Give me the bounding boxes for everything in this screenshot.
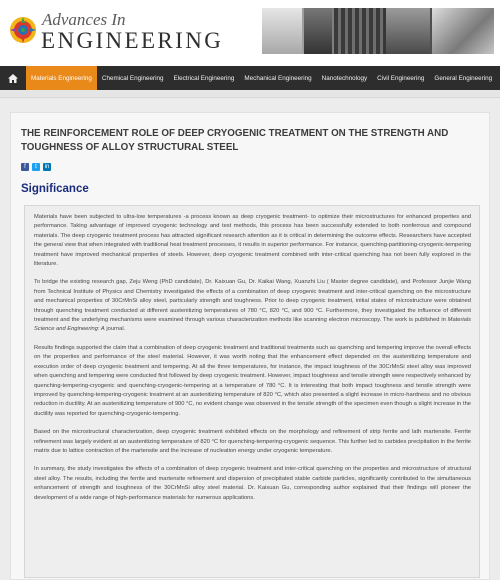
paragraph-1: Materials have been subjected to ultra-low temperatures -a process known as deep cryogenic treatment- to optimize their microstructures for enhanced properties and performance. Taking advantage of improved cryogenic technology and test methods, this process has been successfully extended to both nonferrous and compound materials. The deep cryogenic treatment process has attracted significant research attention as it is critical in determining the outcome effects. Researchers have accepted the general view that when integrated with traditional heat treatment processes, it results in superior performance. For instance, quenching-partitioning-cryogenic-tempering treatment have improved mechanical properties of steels. However, deep cryogenic treatment combined with inter-critical quenching has not been fully explored in the literature. <box>34 214 471 268</box>
paragraph-5: In summary, the study investigates the effects of a combination of deep cryogenic treatment and inter-critical quenching on the properties and microstructure of structural steel alloy. The results, including the ferrite and martensite refinement and dispersion of precipitated stable carbide particles, significantly contributed to the simultaneous enhancement of strength and toughness of the 30CrMnSi alloy steel material. Dr. Kaixuan Gu, corresponding author explained that their findings will pioneer the development of a wide range of high-performance materials for numerous applications. <box>34 466 471 501</box>
linkedin-icon[interactable]: in <box>44 164 50 170</box>
nav-home[interactable] <box>0 66 26 90</box>
section-heading: Significance <box>21 183 89 195</box>
share-buttons <box>21 163 51 171</box>
nav-item-materials-engineering[interactable]: Materials Engineering <box>26 66 97 90</box>
home-icon <box>8 74 18 83</box>
nav-divider <box>0 90 500 98</box>
header-banner-image <box>262 8 494 54</box>
logo-text-small: Advances In <box>42 10 126 29</box>
nav-item-electrical-engineering[interactable]: Electrical Engineering <box>173 74 235 82</box>
facebook-icon[interactable]: f <box>21 163 29 171</box>
paragraph-2-text: To bridge the existing research gap, Zeju Weng (PhD candidate), Dr. Kaixuan Gu, Dr. Kaikai Wang, Xuanzhi Liu ( Master degree candidate), and Professor Junjie Wang from Technical Institute of Physics and Chemistry investigated the effects of a combination of deep cryogenic treatment and inter-critical quenching on the microstructure and mechanical properties of 30CrMnSi alloy steel, particularly strength and toughness. Prior to deep cryogenic treatment, initial states of microstructure were obtained through quenching treatment conducted at different austenitizing temperatures of 780 °C, 820 °C, and 900 °C. Furthermore, they investigated the influence of different treatment and the underlying mechanisms were examined through various characterization methods like scanning electron microscopy. The work is published in <box>34 279 471 324</box>
article-title: THE REINFORCEMENT ROLE OF DEEP CRYOGENIC TREATMENT ON THE STRENGTH AND TOUGHNESS OF ALLOY STRUCTURAL STEEL <box>21 128 449 153</box>
site-header <box>0 0 500 66</box>
logo-text-big: ENGINEERING <box>41 28 224 53</box>
logo-mark-icon <box>8 15 38 45</box>
twitter-icon[interactable]: t <box>32 163 40 171</box>
paragraph-2-end: journal. <box>104 326 126 333</box>
site-logo[interactable] <box>8 9 248 59</box>
nav-item-nanotechnology[interactable]: Nanotechnology <box>321 74 368 82</box>
nav-item-chemical-engineering[interactable]: Chemical Engineering <box>101 74 164 82</box>
nav-item-mechanical-engineering[interactable]: Mechanical Engineering <box>244 74 312 82</box>
paragraph-2 <box>34 278 471 334</box>
article-container <box>10 112 490 580</box>
journal-name: Materials Science and Engineering: A <box>34 317 471 333</box>
paragraph-3: Results findings supported the claim that a combination of deep cryogenic treatment and traditional treatments such as quenching and tempering improve the overall effects on the properties and performance of the steel material. However, it was worth noting that the enhancement effect depended on the austenitizing temperature and execution order of deep cryogenic treatment and tempering. At all the three temperatures, for instance, the impact toughness of the 30CrMnSi steel alloy was improved when quenching and tempering were conducted first followed by deep cryogenic treatment. However, impact toughness and tensile strength were respectively enhanced by quenching-tempering-cryogenic and quenching-cryogenic-tempering at a temperature of 780 °C. It is interesting that both impact toughness and tensile strength were improved by quenching-tempering-cryogenic treatment at an austenitizing temperature of 820 °C, which also presented a slight increase in micro-hardness and no obvious reduction in ductility. At an austenitizing temperature of 900 °C, no evident change was observed in the tensile strength of the specimen even though a slight increase in the ductility was reported for quenching-cryogenic-tempering. <box>34 344 471 417</box>
nav-item-general-engineering[interactable]: General Engineering <box>434 74 493 82</box>
article-body <box>24 205 480 578</box>
main-nav <box>0 66 500 90</box>
paragraph-4: Based on the microstructural characterization, deep cryogenic treatment exhibited effects on the morphology and refinement of strip ferrite and lath martensite. Ferrite refinement was largely evident at an austenitizing temperature of 820 °C for quenching-tempering-cryogenic sequence. This further led to carbides precipitation in the ferrite matrix due to lattice contraction of the martensite and the increase of nucleation energy under cryogenic temperature. <box>34 429 471 454</box>
nav-item-civil-engineering[interactable]: Civil Engineering <box>377 74 425 82</box>
